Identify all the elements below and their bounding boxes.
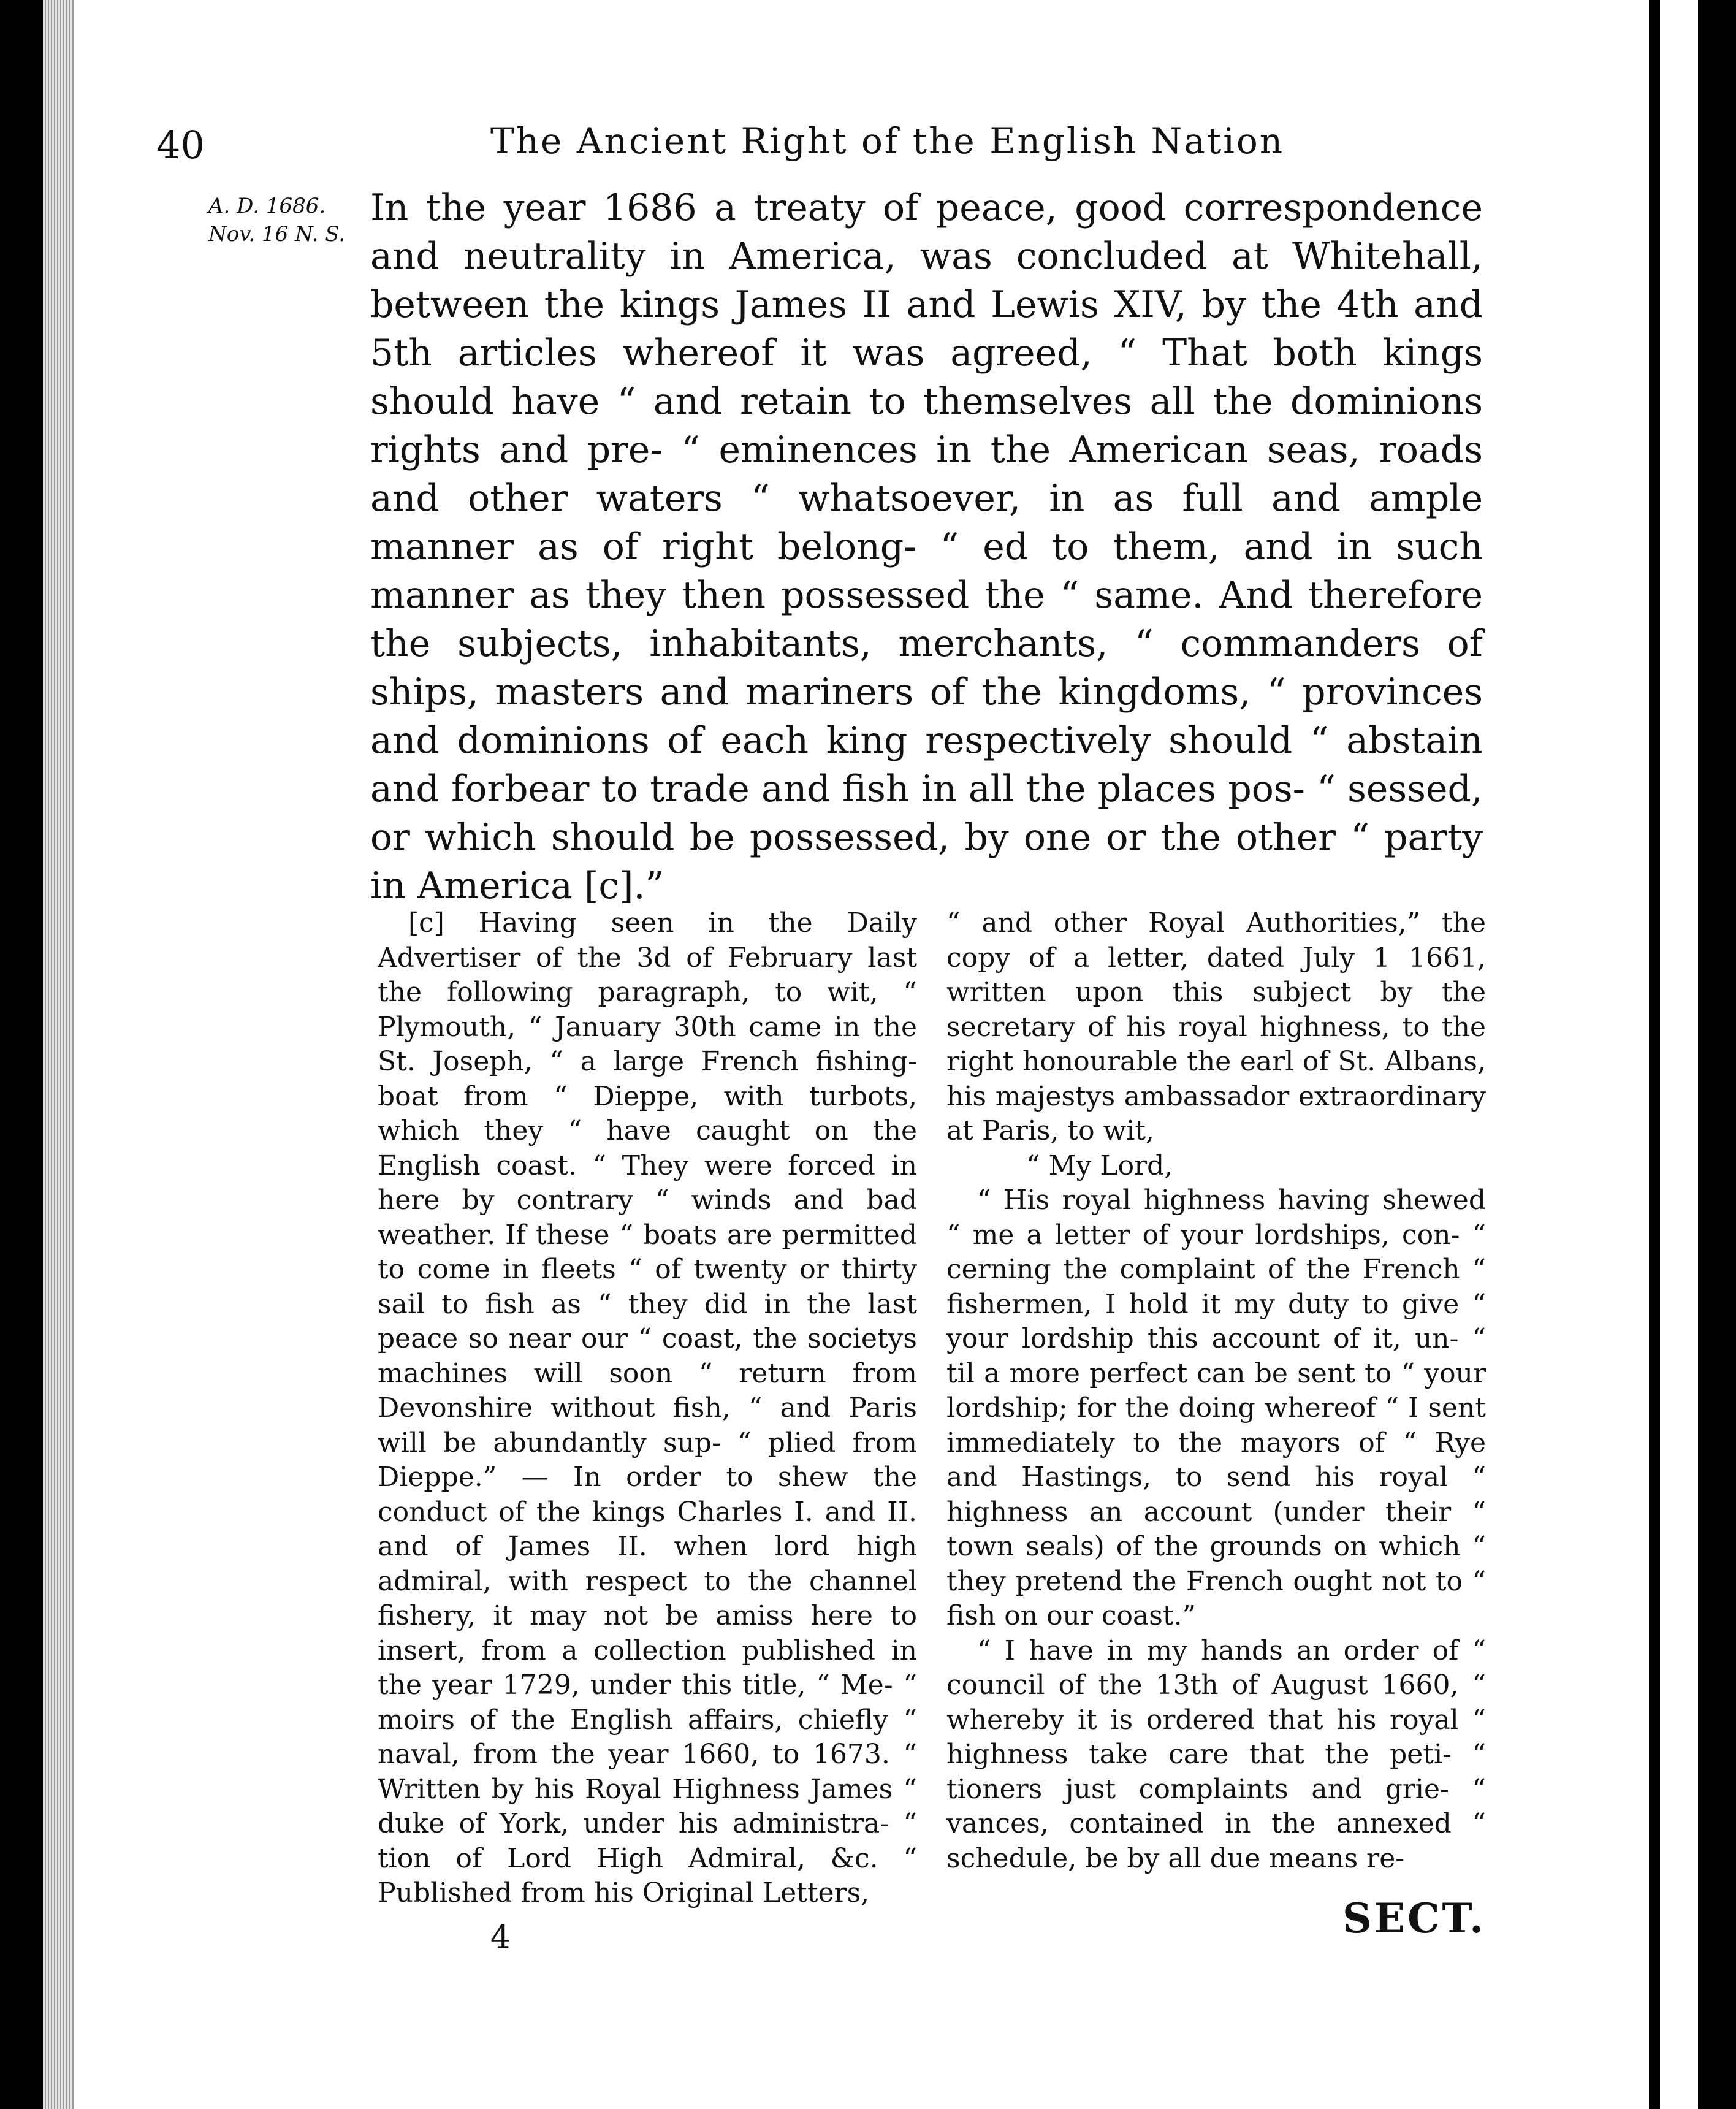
catchword: SECT. — [1342, 1894, 1487, 1942]
letter-paragraph-1: “ His royal highness having shewed “ me a letter of your lordships, con- “ cerning the complaint of the French “ fishermen, I hold it my duty to give “ your lordship this account of it, un- “ til a more perfect can be sent to “ your lordship; for the doing whereof “ I sent immediately to the mayors of “ Rye and Hastings, to send his royal “ highness an account (under their “ town seals) of the grounds on which “ they pretend the French ought not to “ fish on our coast.” — [946, 1184, 1486, 1631]
footnote-right-column — [946, 906, 1486, 1876]
signature-mark: 4 — [490, 1919, 511, 1956]
page-stack-edge — [43, 0, 74, 2109]
main-paragraph — [370, 184, 1483, 910]
facing-page-edge — [1649, 0, 1736, 2109]
margin-note-date: Nov. 16 N. S. — [208, 222, 346, 246]
running-title: The Ancient Right of the English Nation — [490, 120, 1285, 162]
letter-salutation: “ My Lord, — [1026, 1150, 1173, 1181]
footnote-right-intro: “ and other Royal Authorities,” the copy of a letter, dated July 1 1661, written upon this subject by the secretary of his royal highness, to the right honourable the earl of St. Albans, his majestys ambassador extraordinary at Paris, to wit, — [946, 907, 1486, 1146]
margin-note-year: A. D. 1686. — [208, 194, 326, 218]
page-number: 40 — [156, 123, 205, 167]
margin-note — [208, 192, 345, 248]
footnote-left-text: [c] Having seen in the Daily Advertiser of the 3d of February last the following paragraph, to wit, “ Plymouth, “ January 30th came in the St. Joseph, “ a large French fishing-boat from “ Dieppe, with turbots, which they “ have caught on the English coast. “ They were forced in here by contrary “ winds and bad weather. If these “ boats are permitted to come in fleets “ of twenty or thirty sail to fish as “ they did in the last peace so near our “ coast, the societys machines will soon “ return from Devonshire without fish, “ and Paris will be abundantly sup- “ plied from Dieppe.” — In order to shew the conduct of the kings Charles I. and II. and of James II. when lord high admiral, with respect to the channel fishery, it may not be amiss here to insert, from a collection published in the year 1729, under this title, “ Me- “ moirs of the English affairs, chiefly “ naval, from the year 1660, to 1673. “ Written by his Royal Highness James “ duke of York, under his administra- “ tion of Lord High Admiral, &c. “ Published from his Original Letters, — [378, 907, 917, 1909]
main-paragraph-text: In the year 1686 a treaty of peace, good correspondence and neutrality in America, was concluded at Whitehall, between the kings James II and Lewis XIV, by the 4th and 5th articles whereof it was agreed, “ That both kings should have “ and retain to themselves all the dominions rights and pre- “ eminences in the American seas, roads and other waters “ whatsoever, in as full and ample manner as of right belong- “ ed to them, and in such manner as they then possessed the “ same. And therefore the subjects, inhabitants, merchants, “ commanders of ships, masters and mariners of the kingdoms, “ provinces and dominions of each king respectively should “ abstain and forbear to trade and fish in all the places pos- “ sessed, or which should be possessed, by one or the other “ party in America [c].” — [370, 186, 1483, 907]
footnote-left-column — [378, 906, 917, 1911]
letter-paragraph-2: “ I have in my hands an order of “ council of the 13th of August 1660, “ whereby it is ordered that his royal “ highness take care that the peti- “ tioners just complaints and grie- “ vances, contained in the annexed “ schedule, be by all due means re- — [946, 1634, 1486, 1874]
